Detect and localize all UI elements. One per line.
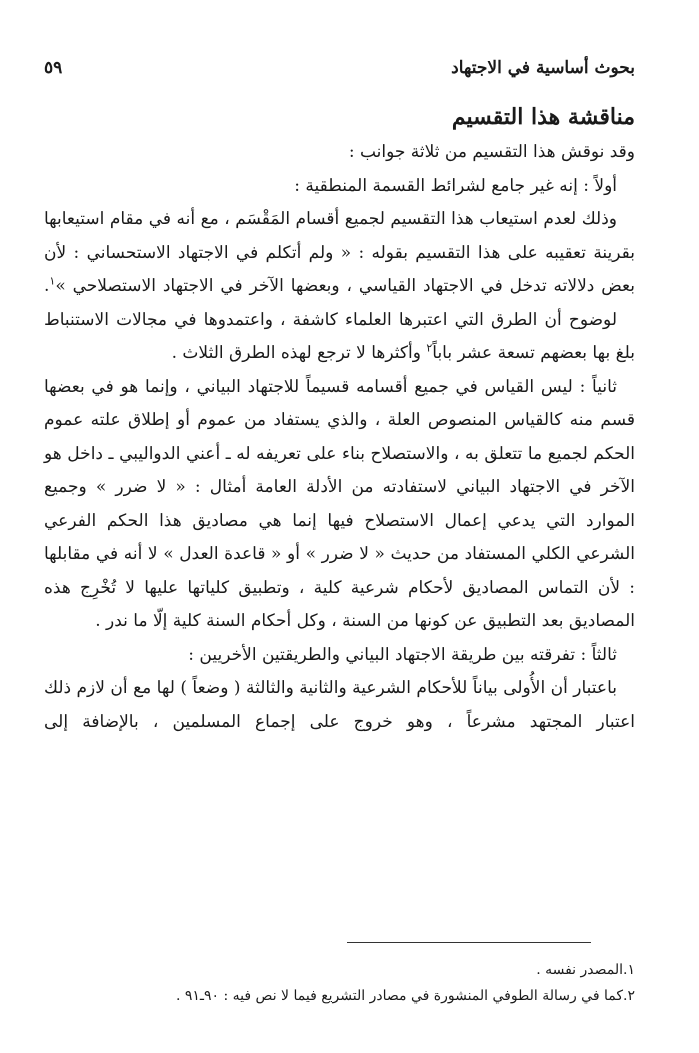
paragraph-second-point: ثانياً : ليس القياس في جميع أقسامه قسيماً للاجتهاد البياني ، وإنما هو في بعضها قسم منه كالقياس المنصوص العلة ، والذي يستفاد من عموم أو إطلاق علته عموم الحكم لجميع ما تتعلق به ، والاستصلاح بناء على تعريفه له ـ أعني الدواليبي ـ داخل هو الآخر في الاجتهاد البياني لاستفادته من الأدلة العامة أمثال : « لا ضرر » وجميع الموارد التي يدعي إعمال الاستصلاح فيها إنما هي مصاديق هذا الحكم الفرعي الشرعي الكلي المستفاد من حديث « لا ضرر » أو « قاعدة العدل » لا أنه في مقابلها : لأن التماس المصاديق لأحكام شرعية كلية ، وتطبيق كلياتها عليها لا تُخْرِج هذه المصاديق بعد التطبيق عن كونها من السنة ، وكل أحكام السنة كلية إلّا ما ندر .	[44, 376, 635, 631]
paragraph-first-point: أولاً : إنه غير جامع لشرائط القسمة المنطقية :	[294, 175, 617, 196]
page-header	[44, 58, 635, 98]
footnote-2: ٢.كما في رسالة الطوفي المنشورة في مصادر التشريع فيما لا نص فيه : ٩٠ـ٩١ .	[175, 988, 635, 1004]
footnote-1: ١.المصدر نفسه .	[536, 962, 635, 978]
paragraph-text: لوضوح أن الطرق التي اعتبرها العلماء كاشفة ، واعتمدوها في مجالات الاستنباط بلغ بها بعضهم تسعة عشر باباً	[44, 309, 635, 363]
footnote-ref-2[interactable]: ٢	[426, 341, 433, 355]
running-title: بحوث أساسية في الاجتهاد	[451, 58, 635, 78]
paragraph-text: وذلك لعدم استيعاب هذا التقسيم لجميع أقسام المَقْسَم ، مع أنه في مقام استيعابها بقرينة تعقيبه على هذا التقسيم بقوله : « ولم أتكلم في الاجتهاد الاستحساني : لأن بعض دلالاته تدخل في الاجتهاد القياسي ، وبعضها الآخر في الاجتهاد الاستصلاحي »	[44, 209, 635, 296]
section-title: مناقشة هذا التقسيم	[451, 104, 635, 130]
paragraph-text-cont: وأكثرها لا ترجع لهذه الطرق الثلاث .	[171, 343, 421, 363]
page-number: ٥٩	[44, 58, 63, 78]
footnote-divider	[347, 942, 591, 943]
paragraph-third-point: ثالثاً : تفرقته بين طريقة الاجتهاد البياني والطريقتين الأخريين :	[188, 644, 617, 665]
paragraph-methods	[44, 304, 635, 371]
paragraph-third-point-explanation: باعتبار أن الأُولى بياناً للأحكام الشرعية والثانية والثالثة ( وضعاً ) لها مع أن لازم ذلك اعتبار المجتهد مشرعاً ، وهو خروج على إجماع المسلمين ، بالإضافة إلى	[44, 678, 635, 732]
footnotes	[44, 957, 635, 1009]
body-text	[44, 136, 635, 739]
paragraph-intro: وقد نوقش هذا التقسيم من ثلاثة جوانب :	[348, 142, 635, 162]
footnote-ref-1[interactable]: ١	[49, 274, 56, 288]
paragraph-first-point-explanation: وذلك لعدم استيعاب هذا التقسيم لجميع أقسام المَقْسَم ، مع أنه في مقام استيعابها بقرينة تعقيبه على هذا التقسيم بقوله : « ولم أتكلم في الاجتهاد الاستحساني : لأن بعض دلالاته تدخل في الاجتهاد القياسي ، وبعضها الآخر في الاجتهاد الاستصلاحي »$^١$.	[44, 209, 635, 296]
